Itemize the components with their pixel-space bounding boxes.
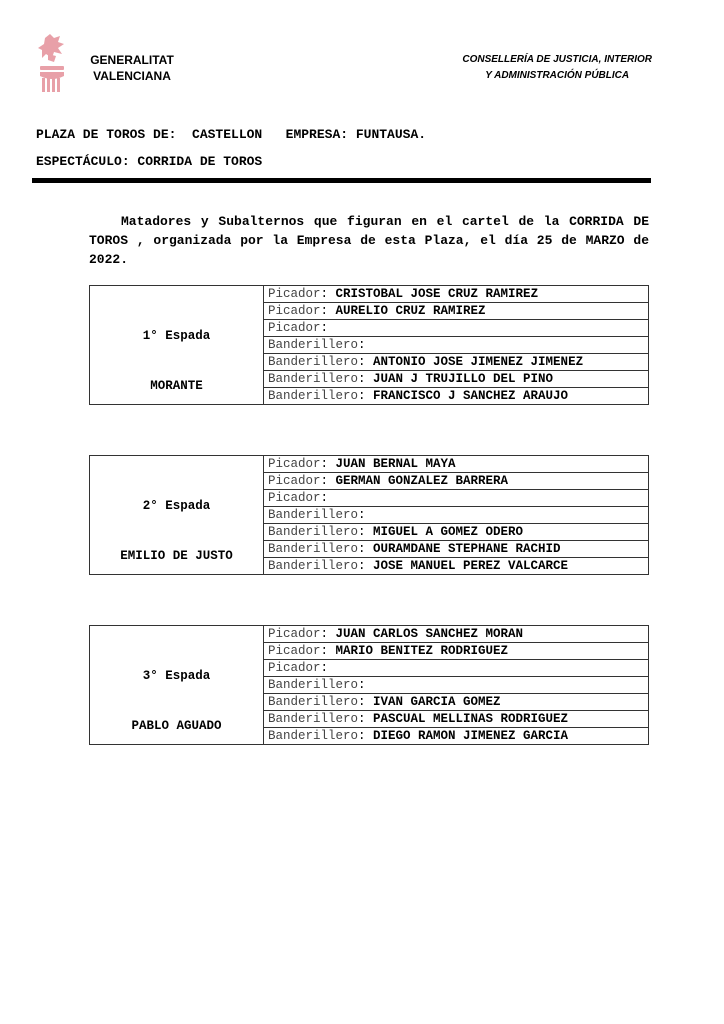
espada-cell xyxy=(90,456,264,575)
role-label: Banderillero xyxy=(268,542,359,556)
subalterno-cell: Banderillero: PASCUAL MELLINAS RODRIGUEZ xyxy=(264,711,649,728)
subalterno-cell: Picador: GERMAN GONZALEZ BARRERA xyxy=(264,473,649,490)
subalterno-name: GERMAN GONZALEZ BARRERA xyxy=(335,474,509,488)
subalterno-cell: Picador: xyxy=(264,320,649,337)
subalterno-cell: Picador: MARIO BENITEZ RODRIGUEZ xyxy=(264,643,649,660)
role-label: Banderillero xyxy=(268,389,359,403)
subalterno-cell: Banderillero: xyxy=(264,677,649,694)
role-label: Picador xyxy=(268,287,321,301)
subalterno-cell: Banderillero: JUAN J TRUJILLO DEL PINO xyxy=(264,371,649,388)
subalterno-cell: Banderillero: OURAMDANE STEPHANE RACHID xyxy=(264,541,649,558)
intro-text: Matadores y Subalternos que figuran en el cartel de la CORRIDA DE TOROS , organizada por la Empresa de esta Plaza, el día 25 de MARZO de 2022. xyxy=(89,214,649,267)
subalterno-cell: Banderillero: JOSE MANUEL PEREZ VALCARCE xyxy=(264,558,649,575)
org-line-2: VALENCIANA xyxy=(93,69,171,83)
dept-line-2: Y ADMINISTRACIÓN PÚBLICA xyxy=(485,70,630,81)
role-label: Picador xyxy=(268,627,321,641)
subalterno-cell: Picador: JUAN BERNAL MAYA xyxy=(264,456,649,473)
role-label: Picador xyxy=(268,644,321,658)
subalterno-name: AURELIO CRUZ RAMIREZ xyxy=(335,304,486,318)
subalterno-cell: Picador: AURELIO CRUZ RAMIREZ xyxy=(264,303,649,320)
role-label: Banderillero xyxy=(268,355,359,369)
espectaculo-line: ESPECTÁCULO: CORRIDA DE TOROS xyxy=(36,154,263,169)
header-divider xyxy=(32,178,651,183)
role-label: Banderillero xyxy=(268,729,359,743)
org-name xyxy=(82,52,182,84)
torero-name: EMILIO DE JUSTO xyxy=(120,549,233,563)
subalterno-name: JUAN CARLOS SANCHEZ MORAN xyxy=(335,627,524,641)
role-label: Picador xyxy=(268,491,321,505)
org-line-1: GENERALITAT xyxy=(90,53,174,67)
role-label: Banderillero xyxy=(268,508,359,522)
subalterno-name: IVAN GARCIA GOMEZ xyxy=(373,695,501,709)
table-row xyxy=(90,626,649,643)
role-label: Banderillero xyxy=(268,372,359,386)
subalterno-cell: Banderillero: xyxy=(264,337,649,354)
role-label: Picador xyxy=(268,321,321,335)
subalterno-name: MIGUEL A GOMEZ ODERO xyxy=(373,525,524,539)
espada-cell xyxy=(90,286,264,405)
subalterno-cell: Banderillero: ANTONIO JOSE JIMENEZ JIMENEZ xyxy=(264,354,649,371)
espada-table xyxy=(89,455,649,575)
role-label: Picador xyxy=(268,457,321,471)
plaza-line: PLAZA DE TOROS DE: CASTELLON EMPRESA: FUNTAUSA. xyxy=(36,127,427,142)
subalterno-cell: Banderillero: MIGUEL A GOMEZ ODERO xyxy=(264,524,649,541)
table-row xyxy=(90,456,649,473)
table-row xyxy=(90,286,649,303)
department-name xyxy=(462,52,652,84)
espada-label: 1° Espada xyxy=(142,329,211,343)
generalitat-logo xyxy=(36,34,68,94)
role-label: Picador xyxy=(268,474,321,488)
subalterno-cell: Banderillero: xyxy=(264,507,649,524)
role-label: Banderillero xyxy=(268,338,359,352)
subalterno-name: JUAN BERNAL MAYA xyxy=(335,457,456,471)
subalterno-cell: Picador: CRISTOBAL JOSE CRUZ RAMIREZ xyxy=(264,286,649,303)
subalterno-name: FRANCISCO J SANCHEZ ARAUJO xyxy=(373,389,569,403)
torero-name: PABLO AGUADO xyxy=(131,719,222,733)
role-label: Picador xyxy=(268,304,321,318)
role-label: Banderillero xyxy=(268,678,359,692)
espada-table xyxy=(89,625,649,745)
subalterno-name: JUAN J TRUJILLO DEL PINO xyxy=(373,372,554,386)
subalterno-name: JOSE MANUEL PEREZ VALCARCE xyxy=(373,559,569,573)
role-label: Banderillero xyxy=(268,712,359,726)
role-label: Banderillero xyxy=(268,559,359,573)
subalterno-cell: Banderillero: IVAN GARCIA GOMEZ xyxy=(264,694,649,711)
role-label: Banderillero xyxy=(268,695,359,709)
dept-line-1: CONSELLERÍA DE JUSTICIA, INTERIOR xyxy=(462,54,652,65)
subalterno-cell: Picador: xyxy=(264,660,649,677)
subalterno-name: PASCUAL MELLINAS RODRIGUEZ xyxy=(373,712,569,726)
subalterno-name: MARIO BENITEZ RODRIGUEZ xyxy=(335,644,509,658)
intro-paragraph xyxy=(89,212,649,269)
subalterno-name: ANTONIO JOSE JIMENEZ JIMENEZ xyxy=(373,355,584,369)
espada-cell xyxy=(90,626,264,745)
subalterno-name: OURAMDANE STEPHANE RACHID xyxy=(373,542,561,556)
subalterno-cell: Banderillero: DIEGO RAMON JIMENEZ GARCIA xyxy=(264,728,649,745)
espada-label: 2° Espada xyxy=(142,499,211,513)
role-label: Banderillero xyxy=(268,525,359,539)
subalterno-cell: Picador: xyxy=(264,490,649,507)
subalterno-cell: Picador: JUAN CARLOS SANCHEZ MORAN xyxy=(264,626,649,643)
espada-label: 3° Espada xyxy=(142,669,211,683)
role-label: Picador xyxy=(268,661,321,675)
torero-name: MORANTE xyxy=(150,379,203,393)
subalterno-cell: Banderillero: FRANCISCO J SANCHEZ ARAUJO xyxy=(264,388,649,405)
espada-table xyxy=(89,285,649,405)
subalterno-name: CRISTOBAL JOSE CRUZ RAMIREZ xyxy=(335,287,539,301)
subalterno-name: DIEGO RAMON JIMENEZ GARCIA xyxy=(373,729,569,743)
